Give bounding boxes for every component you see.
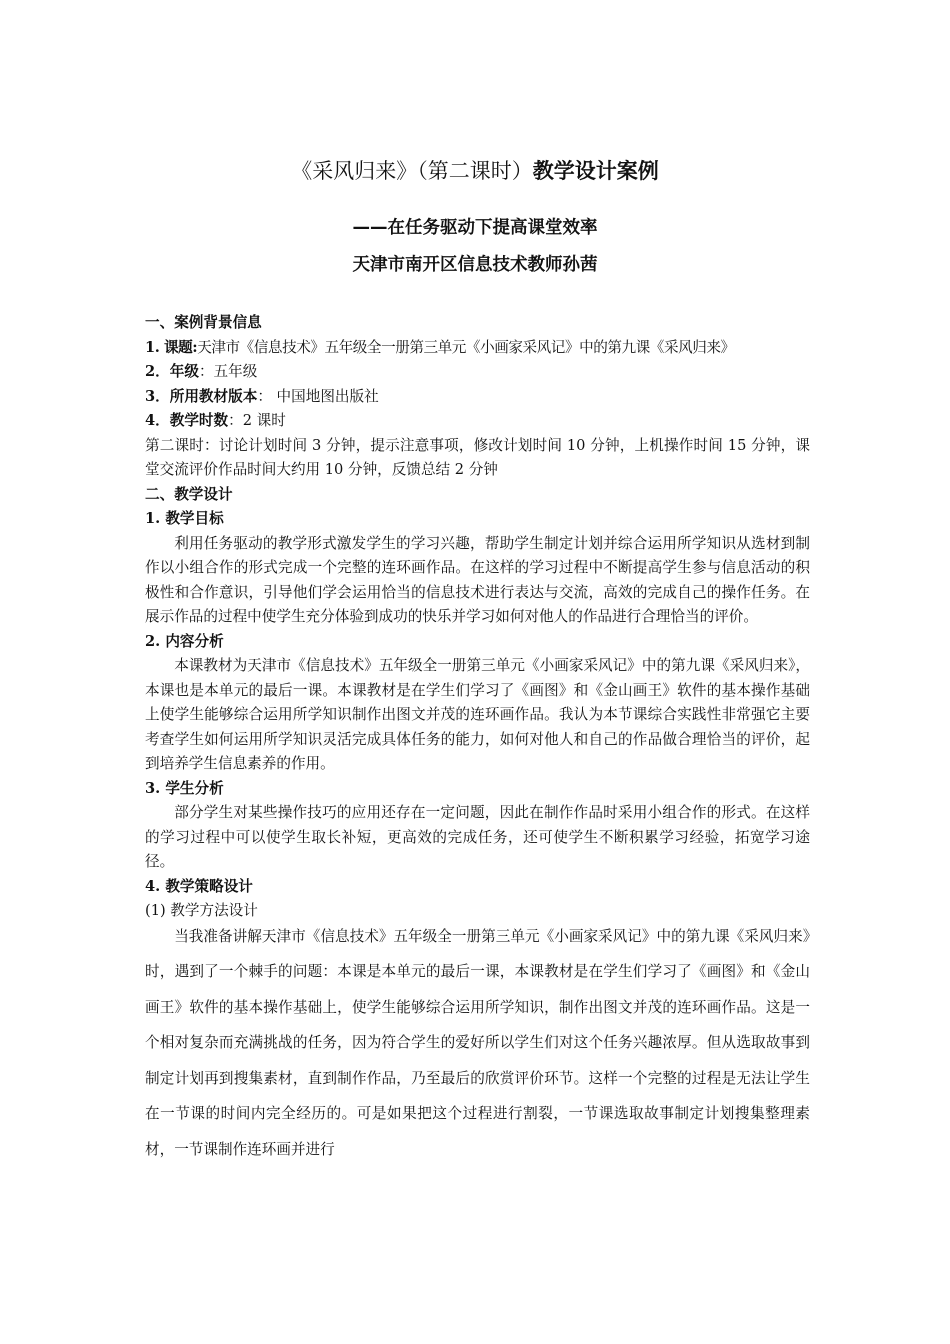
heading-method-design: (1) 教学方法设计 bbox=[145, 902, 258, 919]
student-analysis-paragraph: 部分学生对某些操作技巧的应用还存在一定问题，因此在制作作品时采用小组合作的形式。在这样的学习过程中可以使学生取长补短，更高效的完成任务，还可使学生不断积累学习经验，拓宽学习途径。 bbox=[145, 804, 810, 870]
heading-content-analysis: 2. 内容分析 bbox=[145, 632, 224, 650]
item-grade bbox=[145, 360, 810, 385]
method-design-paragraph: 当我准备讲解天津市《信息技术》五年级全一册第三单元《小画家采风记》中的第九课《采风归来》时，遇到了一个棘手的问题：本课是本单元的最后一课，本课教材是在学生们学习了《画图》和《金山画王》软件的基本操作基础上，使学生能够综合运用所学知识，制作出图文并茂的连环画作品。这是一个相对复杂而充满挑战的任务，因为符合学生的爱好所以学生们对这个任务兴趣浓厚。但从选取故事到制定计划再到搜集素材，直到制作作品，乃至最后的欣赏评价环节。这样一个完整的过程是无法让学生在一节课的时间内完全经历的。可是如果把这个过程进行割裂，一节课选取故事制定计划搜集整理素材，一节课制作连环画并进行 bbox=[145, 927, 810, 1158]
section-heading-design: 二、教学设计 bbox=[145, 485, 233, 503]
heading-student-analysis: 3. 学生分析 bbox=[145, 779, 224, 797]
heading-strategy-design: 4. 教学策略设计 bbox=[145, 877, 253, 895]
item-hours-label: 4．教学时数 bbox=[145, 412, 229, 429]
author-line: 天津市南开区信息技术教师孙茜 bbox=[352, 255, 598, 275]
item-topic-text: 天津市《信息技术》五年级全一册第三单元《小画家采风记》中的第九课《采风归来》 bbox=[197, 338, 735, 356]
document-title bbox=[0, 156, 950, 186]
document-subtitle: ——在任务驱动下提高课堂效率 bbox=[352, 218, 598, 238]
document-body bbox=[145, 311, 810, 1167]
heading-teaching-goals: 1. 教学目标 bbox=[145, 510, 224, 527]
time-allocation-paragraph: 第二课时：讨论计划时间 3 分钟，提示注意事项，修改计划时间 10 分钟，上机操作时间 15 分钟，课堂交流评价作品时间大约用 10 分钟，反馈总结 2 分钟 bbox=[145, 436, 810, 478]
item-hours bbox=[145, 409, 810, 434]
item-hours-text: ：2 课时 bbox=[228, 412, 286, 429]
item-textbook-label: 3．所用教材版本 bbox=[145, 387, 258, 405]
section-heading-background: 一、案例背景信息 bbox=[145, 314, 262, 331]
teaching-goals-paragraph: 利用任务驱动的教学形式激发学生的学习兴趣，帮助学生制定计划并综合运用所学知识从选材到制作以小组合作的形式完成一个完整的连环画作品。在这样的学习过程中不断提高学生参与信息活动的积极性和合作意识，引导他们学会运用恰当的信息技术进行表达与交流，高效的完成自己的操作任务。在展示作品的过程中使学生充分体验到成功的快乐并学习如何对他人的作品进行合理恰当的评价。 bbox=[145, 534, 810, 625]
content-analysis-paragraph: 本课教材为天津市《信息技术》五年级全一册第三单元《小画家采风记》中的第九课《采风归来》，本课也是本单元的最后一课。本课教材是在学生们学习了《画图》和《金山画王》软件的基本操作基础上使学生能够综合运用所学知识制作出图文并茂的连环画作品。我认为本节课综合实践性非常强它主要考查学生如何运用所学知识灵活完成具体任务的能力，如何对他人和自己的作品做合理恰当的评价，起到培养学生信息素养的作用。 bbox=[145, 657, 810, 772]
title-prefix: 《采风归来》（第二课时） bbox=[291, 159, 533, 183]
item-grade-label: 2．年级 bbox=[145, 363, 199, 380]
item-topic bbox=[145, 336, 810, 361]
item-topic-label: 1. 课题: bbox=[145, 338, 198, 356]
item-textbook-text: ： 中国地图出版社 bbox=[257, 387, 379, 405]
item-textbook bbox=[145, 385, 810, 410]
item-grade-text: ：五年级 bbox=[198, 363, 258, 380]
title-main: 教学设计案例 bbox=[532, 159, 659, 183]
